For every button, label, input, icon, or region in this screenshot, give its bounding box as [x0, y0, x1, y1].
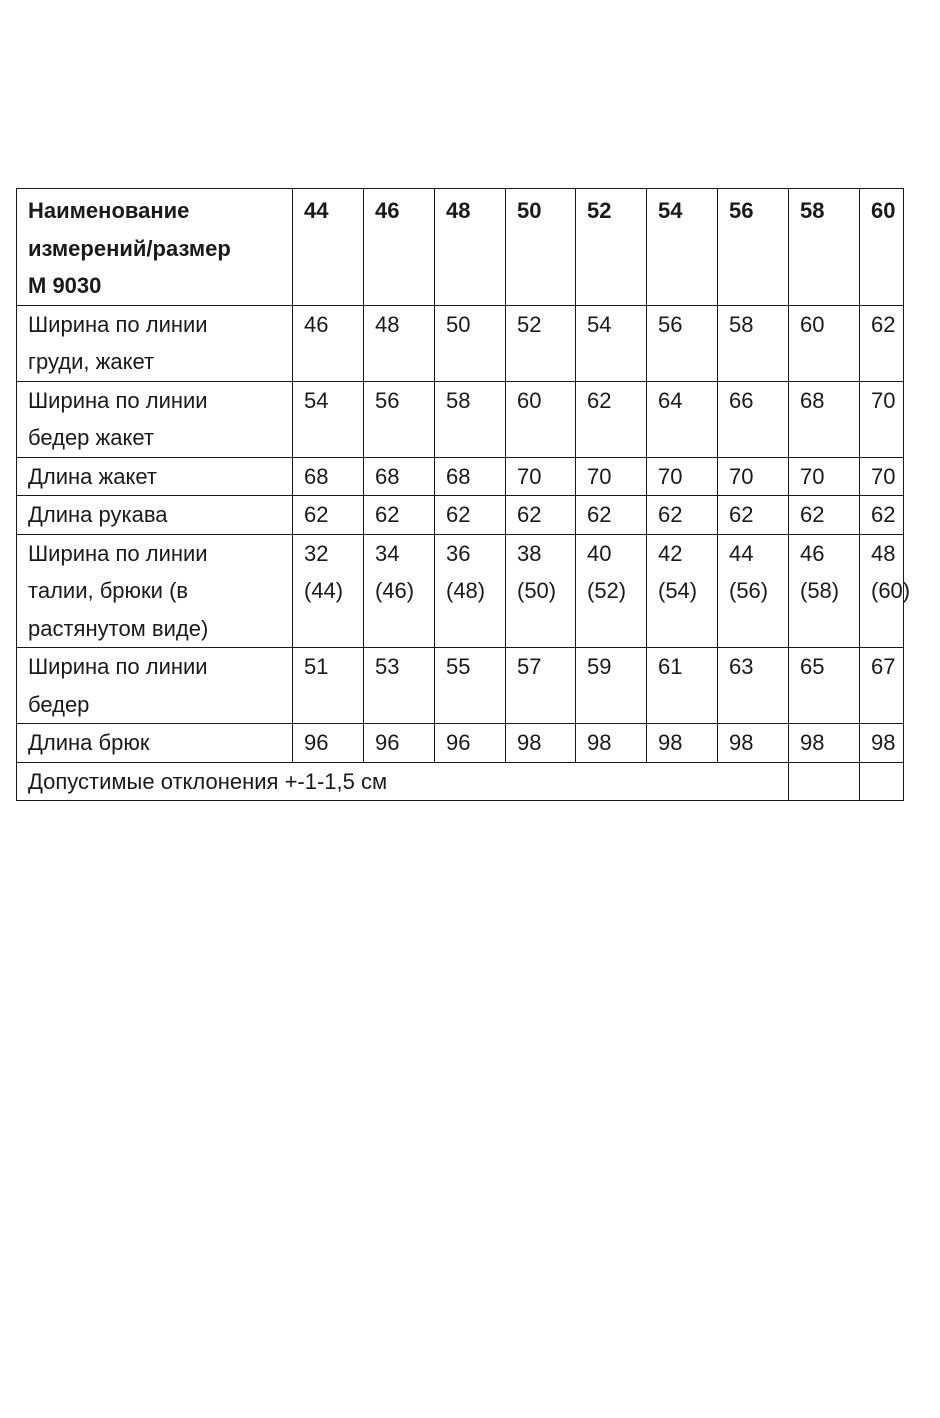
table-row [17, 305, 904, 381]
measurement-value: 62 [517, 502, 542, 527]
measurement-value: 62 [871, 311, 896, 337]
measurement-value: 50 [446, 311, 471, 337]
measurement-value-cell [718, 457, 789, 496]
header-label-cell [17, 189, 293, 306]
measurement-value: (48) [446, 578, 486, 603]
measurement-value-cell [789, 457, 860, 496]
measurement-value: 62 [871, 502, 896, 527]
measurement-value-cell [647, 534, 718, 648]
measurement-name-line: Длина рукава [28, 502, 168, 527]
measurement-value-cell [647, 724, 718, 763]
measurement-value: 54 [304, 387, 329, 413]
measurement-name-line: Ширина по линии [28, 311, 208, 337]
measurement-value: 46 [304, 311, 329, 337]
measurement-value: 98 [658, 730, 683, 755]
measurement-value-cell [364, 381, 435, 457]
measurement-value: 96 [304, 730, 329, 755]
measurement-value-cell [576, 381, 647, 457]
measurement-value-cell [860, 496, 904, 535]
measurement-value-cell [364, 305, 435, 381]
measurement-value-cell [435, 648, 506, 724]
size-header-cell [576, 189, 647, 306]
measurement-value-cell [293, 496, 364, 535]
measurement-value-cell [364, 457, 435, 496]
measurement-value: 98 [800, 730, 825, 755]
measurement-value-cell [718, 724, 789, 763]
measurement-value-cell [789, 534, 860, 648]
measurement-name-line: растянутом виде) [28, 615, 209, 641]
measurement-name-line: Ширина по линии [28, 654, 208, 679]
measurement-value: 63 [729, 654, 754, 679]
measurement-value-cell [364, 534, 435, 648]
measurement-value-cell [364, 724, 435, 763]
measurement-value: 70 [800, 463, 825, 489]
measurement-value: 68 [800, 387, 825, 413]
measurement-value-cell [506, 534, 576, 648]
measurement-value: 34 [375, 540, 400, 566]
measurement-name-line: талии, брюки (в [28, 578, 189, 603]
measurement-value: 62 [375, 502, 400, 527]
measurement-value: 52 [517, 311, 542, 337]
measurement-value: 62 [729, 502, 754, 527]
table-row [17, 457, 904, 496]
measurement-value: 54 [587, 311, 612, 337]
measurement-value-cell [506, 305, 576, 381]
measurement-value-cell [293, 534, 364, 648]
measurement-name-cell [17, 534, 293, 648]
measurement-value-cell [576, 457, 647, 496]
measurement-value: (52) [587, 578, 627, 603]
measurement-value-cell [435, 381, 506, 457]
size-header-cell [718, 189, 789, 306]
measurement-value: 61 [658, 654, 683, 679]
measurement-value-cell [647, 381, 718, 457]
measurement-value: (46) [375, 578, 415, 603]
measurement-value-cell [506, 648, 576, 724]
measurement-name-cell [17, 457, 293, 496]
measurement-value: 38 [517, 540, 542, 566]
measurement-value-cell [789, 305, 860, 381]
measurement-value: 68 [446, 463, 471, 489]
measurement-value-cell [293, 305, 364, 381]
measurement-value-cell [435, 724, 506, 763]
measurement-value: (54) [658, 578, 698, 603]
measurement-value: (44) [304, 578, 344, 603]
measurement-value-cell [718, 648, 789, 724]
size-label: 44 [304, 198, 329, 223]
measurement-value: 70 [658, 463, 683, 489]
measurement-name-cell [17, 496, 293, 535]
measurement-value-cell [364, 648, 435, 724]
measurement-value-cell [293, 724, 364, 763]
measurement-value: 62 [587, 387, 612, 413]
measurement-value-cell [860, 457, 904, 496]
measurement-value-cell [506, 381, 576, 457]
measurement-value: (58) [800, 578, 840, 603]
measurement-value: 60 [517, 387, 542, 413]
size-label: 52 [587, 198, 612, 223]
header-label-line: Наименование [28, 198, 190, 223]
measurement-value-cell [789, 381, 860, 457]
measurement-value-cell [860, 534, 911, 648]
measurement-value-cell [860, 381, 904, 457]
measurement-value: 70 [871, 387, 896, 413]
measurement-value-cell [718, 381, 789, 457]
measurement-name-cell [17, 305, 293, 381]
measurement-value-cell [860, 305, 904, 381]
size-header-cell [364, 189, 435, 306]
measurement-value: (50) [517, 578, 557, 603]
footer-row [17, 762, 904, 801]
measurement-value-cell [647, 305, 718, 381]
measurement-value-cell [860, 648, 904, 724]
measurement-value: 57 [517, 654, 542, 679]
measurement-value-cell [576, 534, 647, 648]
measurement-value: 68 [375, 463, 400, 489]
measurement-value: 62 [587, 502, 612, 527]
measurement-value: 58 [729, 311, 754, 337]
measurement-name-line: Длина брюк [28, 730, 150, 755]
measurement-value: 59 [587, 654, 612, 679]
measurement-value-cell [718, 534, 789, 648]
measurement-value: 58 [446, 387, 471, 413]
measurement-value: 65 [800, 654, 825, 679]
measurement-value: 53 [375, 654, 400, 679]
measurement-value-cell [435, 305, 506, 381]
table-row [17, 724, 904, 763]
measurement-value: 51 [304, 654, 329, 679]
measurement-name-line: бедер [28, 691, 90, 717]
measurement-value: 67 [871, 654, 896, 679]
empty-cell [789, 762, 860, 801]
measurement-value: 48 [375, 311, 400, 337]
measurement-value: 36 [446, 540, 471, 566]
size-label: 54 [658, 198, 683, 223]
measurement-value-cell [576, 648, 647, 724]
measurement-value-cell [435, 457, 506, 496]
measurement-value: 62 [658, 502, 683, 527]
size-chart-table [16, 188, 911, 801]
tolerance-note: Допустимые отклонения +-1-1,5 см [28, 768, 388, 794]
measurement-value: 70 [729, 463, 754, 489]
measurement-value-cell [860, 724, 904, 763]
measurement-value-cell [647, 457, 718, 496]
size-label: 56 [729, 198, 754, 223]
size-label: 50 [517, 198, 542, 223]
size-header-cell [435, 189, 506, 306]
measurement-value: 55 [446, 654, 471, 679]
header-row [17, 189, 904, 306]
table-body [17, 305, 911, 762]
measurement-value: 96 [375, 730, 400, 755]
measurement-value-cell [293, 457, 364, 496]
measurement-value: 48 [871, 540, 896, 566]
measurement-value: 66 [729, 387, 754, 413]
measurement-name-line: Ширина по линии [28, 387, 208, 413]
measurement-value: 62 [446, 502, 471, 527]
size-header-cell [647, 189, 718, 306]
measurement-value: 56 [375, 387, 400, 413]
measurement-value-cell [647, 496, 718, 535]
measurement-value: 62 [304, 502, 329, 527]
measurement-name-cell [17, 381, 293, 457]
measurement-value: 70 [871, 463, 896, 489]
measurement-name-cell [17, 648, 293, 724]
measurement-value-cell [506, 724, 576, 763]
header-label-line: измерений/размер [28, 235, 231, 261]
size-label: 58 [800, 198, 825, 223]
measurement-name-line: бедер жакет [28, 425, 154, 450]
measurement-value: 60 [800, 311, 825, 337]
table-header [17, 189, 904, 306]
measurement-value: 64 [658, 387, 683, 413]
empty-cell [860, 762, 904, 801]
measurement-value: 32 [304, 540, 329, 566]
size-label: 46 [375, 198, 400, 223]
table-row [17, 534, 904, 648]
table-row [17, 381, 904, 457]
header-label-line: М 9030 [28, 273, 102, 298]
measurement-value-cell [789, 724, 860, 763]
measurement-value: 46 [800, 540, 825, 566]
measurement-value-cell [789, 496, 860, 535]
measurement-value: 98 [517, 730, 542, 755]
measurement-value-cell [293, 381, 364, 457]
measurement-value: 70 [517, 463, 542, 489]
measurement-value-cell [435, 496, 506, 535]
measurement-value: 98 [587, 730, 612, 755]
measurement-value: (60) [871, 578, 911, 603]
measurement-value-cell [506, 457, 576, 496]
measurement-value-cell [576, 724, 647, 763]
measurement-value: 44 [729, 540, 754, 566]
measurement-value: 98 [729, 730, 754, 755]
measurement-name-line: Длина жакет [28, 463, 157, 489]
measurement-value-cell [576, 305, 647, 381]
size-header-cell [293, 189, 364, 306]
measurement-value: (56) [729, 578, 769, 603]
measurement-name-cell [17, 724, 293, 763]
measurement-value-cell [506, 496, 576, 535]
measurement-value: 98 [871, 730, 896, 755]
measurement-value: 68 [304, 463, 329, 489]
measurement-value-cell [718, 305, 789, 381]
measurement-value-cell [718, 496, 789, 535]
measurement-value-cell [435, 534, 506, 648]
measurement-value: 96 [446, 730, 471, 755]
size-header-cell [860, 189, 904, 306]
measurement-value-cell [647, 648, 718, 724]
measurement-value: 56 [658, 311, 683, 337]
measurement-name-line: Ширина по линии [28, 540, 208, 566]
table-row [17, 648, 904, 724]
measurement-value: 62 [800, 502, 825, 527]
measurement-value-cell [789, 648, 860, 724]
measurement-value-cell [293, 648, 364, 724]
size-header-cell [506, 189, 576, 306]
measurement-value: 42 [658, 540, 683, 566]
measurement-value-cell [576, 496, 647, 535]
size-label: 48 [446, 198, 471, 223]
size-label: 60 [871, 198, 896, 223]
measurement-name-line: груди, жакет [28, 349, 155, 374]
tolerance-note-cell [17, 762, 789, 801]
table-row [17, 496, 904, 535]
size-header-cell [789, 189, 860, 306]
measurement-value-cell [364, 496, 435, 535]
measurement-value: 70 [587, 463, 612, 489]
measurement-value: 40 [587, 540, 612, 566]
